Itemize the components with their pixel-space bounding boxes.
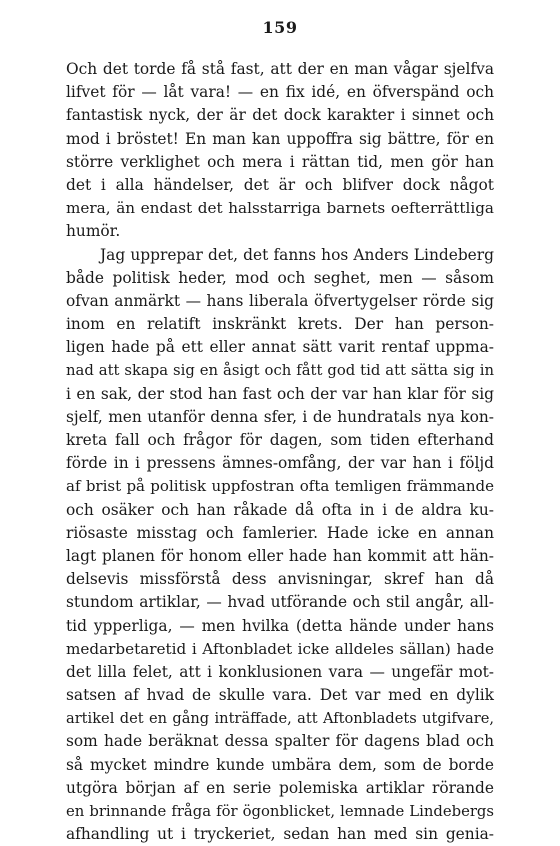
paragraph-1 <box>66 58 494 244</box>
text-line: lagt planen för honom eller hade han kommit att hän- <box>66 545 494 568</box>
text-line: af brist på politisk uppfostran ofta temligen främmande <box>66 475 494 498</box>
page-number: 159 <box>0 18 560 37</box>
text-line: som hade beräknat dessa spalter för dagens blad och <box>66 730 494 753</box>
text-line: utgöra början af en serie polemiska artiklar rörande <box>66 777 494 800</box>
text-line: det lilla felet, att i konklusionen vara — ungefär mot- <box>66 661 494 684</box>
text-line: större verklighet och mera i rättan tid, men gör han <box>66 151 494 174</box>
text-line: kreta fall och frågor för dagen, som tiden efterhand <box>66 429 494 452</box>
text-line: Jag upprepar det, det fanns hos Anders Lindeberg <box>66 244 494 267</box>
text-line: och osäker och han råkade då ofta in i de aldra ku- <box>66 499 494 522</box>
text-line: satsen af hvad de skulle vara. Det var med en dylik <box>66 684 494 707</box>
text-line: riösaste misstag och famlerier. Hade icke en annan <box>66 522 494 545</box>
paragraph-2 <box>66 244 494 846</box>
text-line: både politisk heder, mod och seghet, men — såsom <box>66 267 494 290</box>
text-line: Och det torde få stå fast, att der en man vågar sjelfva <box>66 58 494 81</box>
text-line: delsevis missförstå dess anvisningar, skref han då <box>66 568 494 591</box>
text-line: ligen hade på ett eller annat sätt varit rentaf uppma- <box>66 336 494 359</box>
text-line: medarbetaretid i Aftonbladet icke alldeles sällan) hade <box>66 638 494 661</box>
body-text <box>66 58 494 846</box>
text-line: så mycket mindre kunde umbära dem, som de borde <box>66 754 494 777</box>
text-line: ofvan anmärkt — hans liberala öfvertygelser rörde sig <box>66 290 494 313</box>
text-line: stundom artiklar, — hvad utförande och stil angår, all- <box>66 591 494 614</box>
text-line: en brinnande fråga för ögonblicket, lemnade Lindebergs <box>66 800 494 823</box>
text-line: det i alla händelser, det är och blifver dock något <box>66 174 494 197</box>
text-line: inom en relatift inskränkt krets. Der han person- <box>66 313 494 336</box>
text-line: humör. <box>66 220 494 243</box>
text-line: lifvet för — låt vara! — en fix idé, en öfverspänd och <box>66 81 494 104</box>
text-line: förde in i pressens ämnes-omfång, der var han i följd <box>66 452 494 475</box>
text-line: i en sak, der stod han fast och der var han klar för sig <box>66 383 494 406</box>
text-line: sjelf, men utanför denna sfer, i de hundratals nya kon- <box>66 406 494 429</box>
text-line: mera, än endast det halsstarriga barnets oefterrättliga <box>66 197 494 220</box>
text-line: mod i bröstet! En man kan uppoffra sig bättre, för en <box>66 128 494 151</box>
text-line: fantastisk nyck, der är det dock karakter i sinnet och <box>66 104 494 127</box>
text-line: artikel det en gång inträffade, att Aftonbladets utgifvare, <box>66 707 494 730</box>
text-line: nad att skapa sig en åsigt och fått god tid att sätta sig in <box>66 359 494 382</box>
text-line: tid ypperliga, — men hvilka (detta hände under hans <box>66 615 494 638</box>
text-line: afhandling ut i tryckeriet, sedan han med sin genia- <box>66 823 494 846</box>
